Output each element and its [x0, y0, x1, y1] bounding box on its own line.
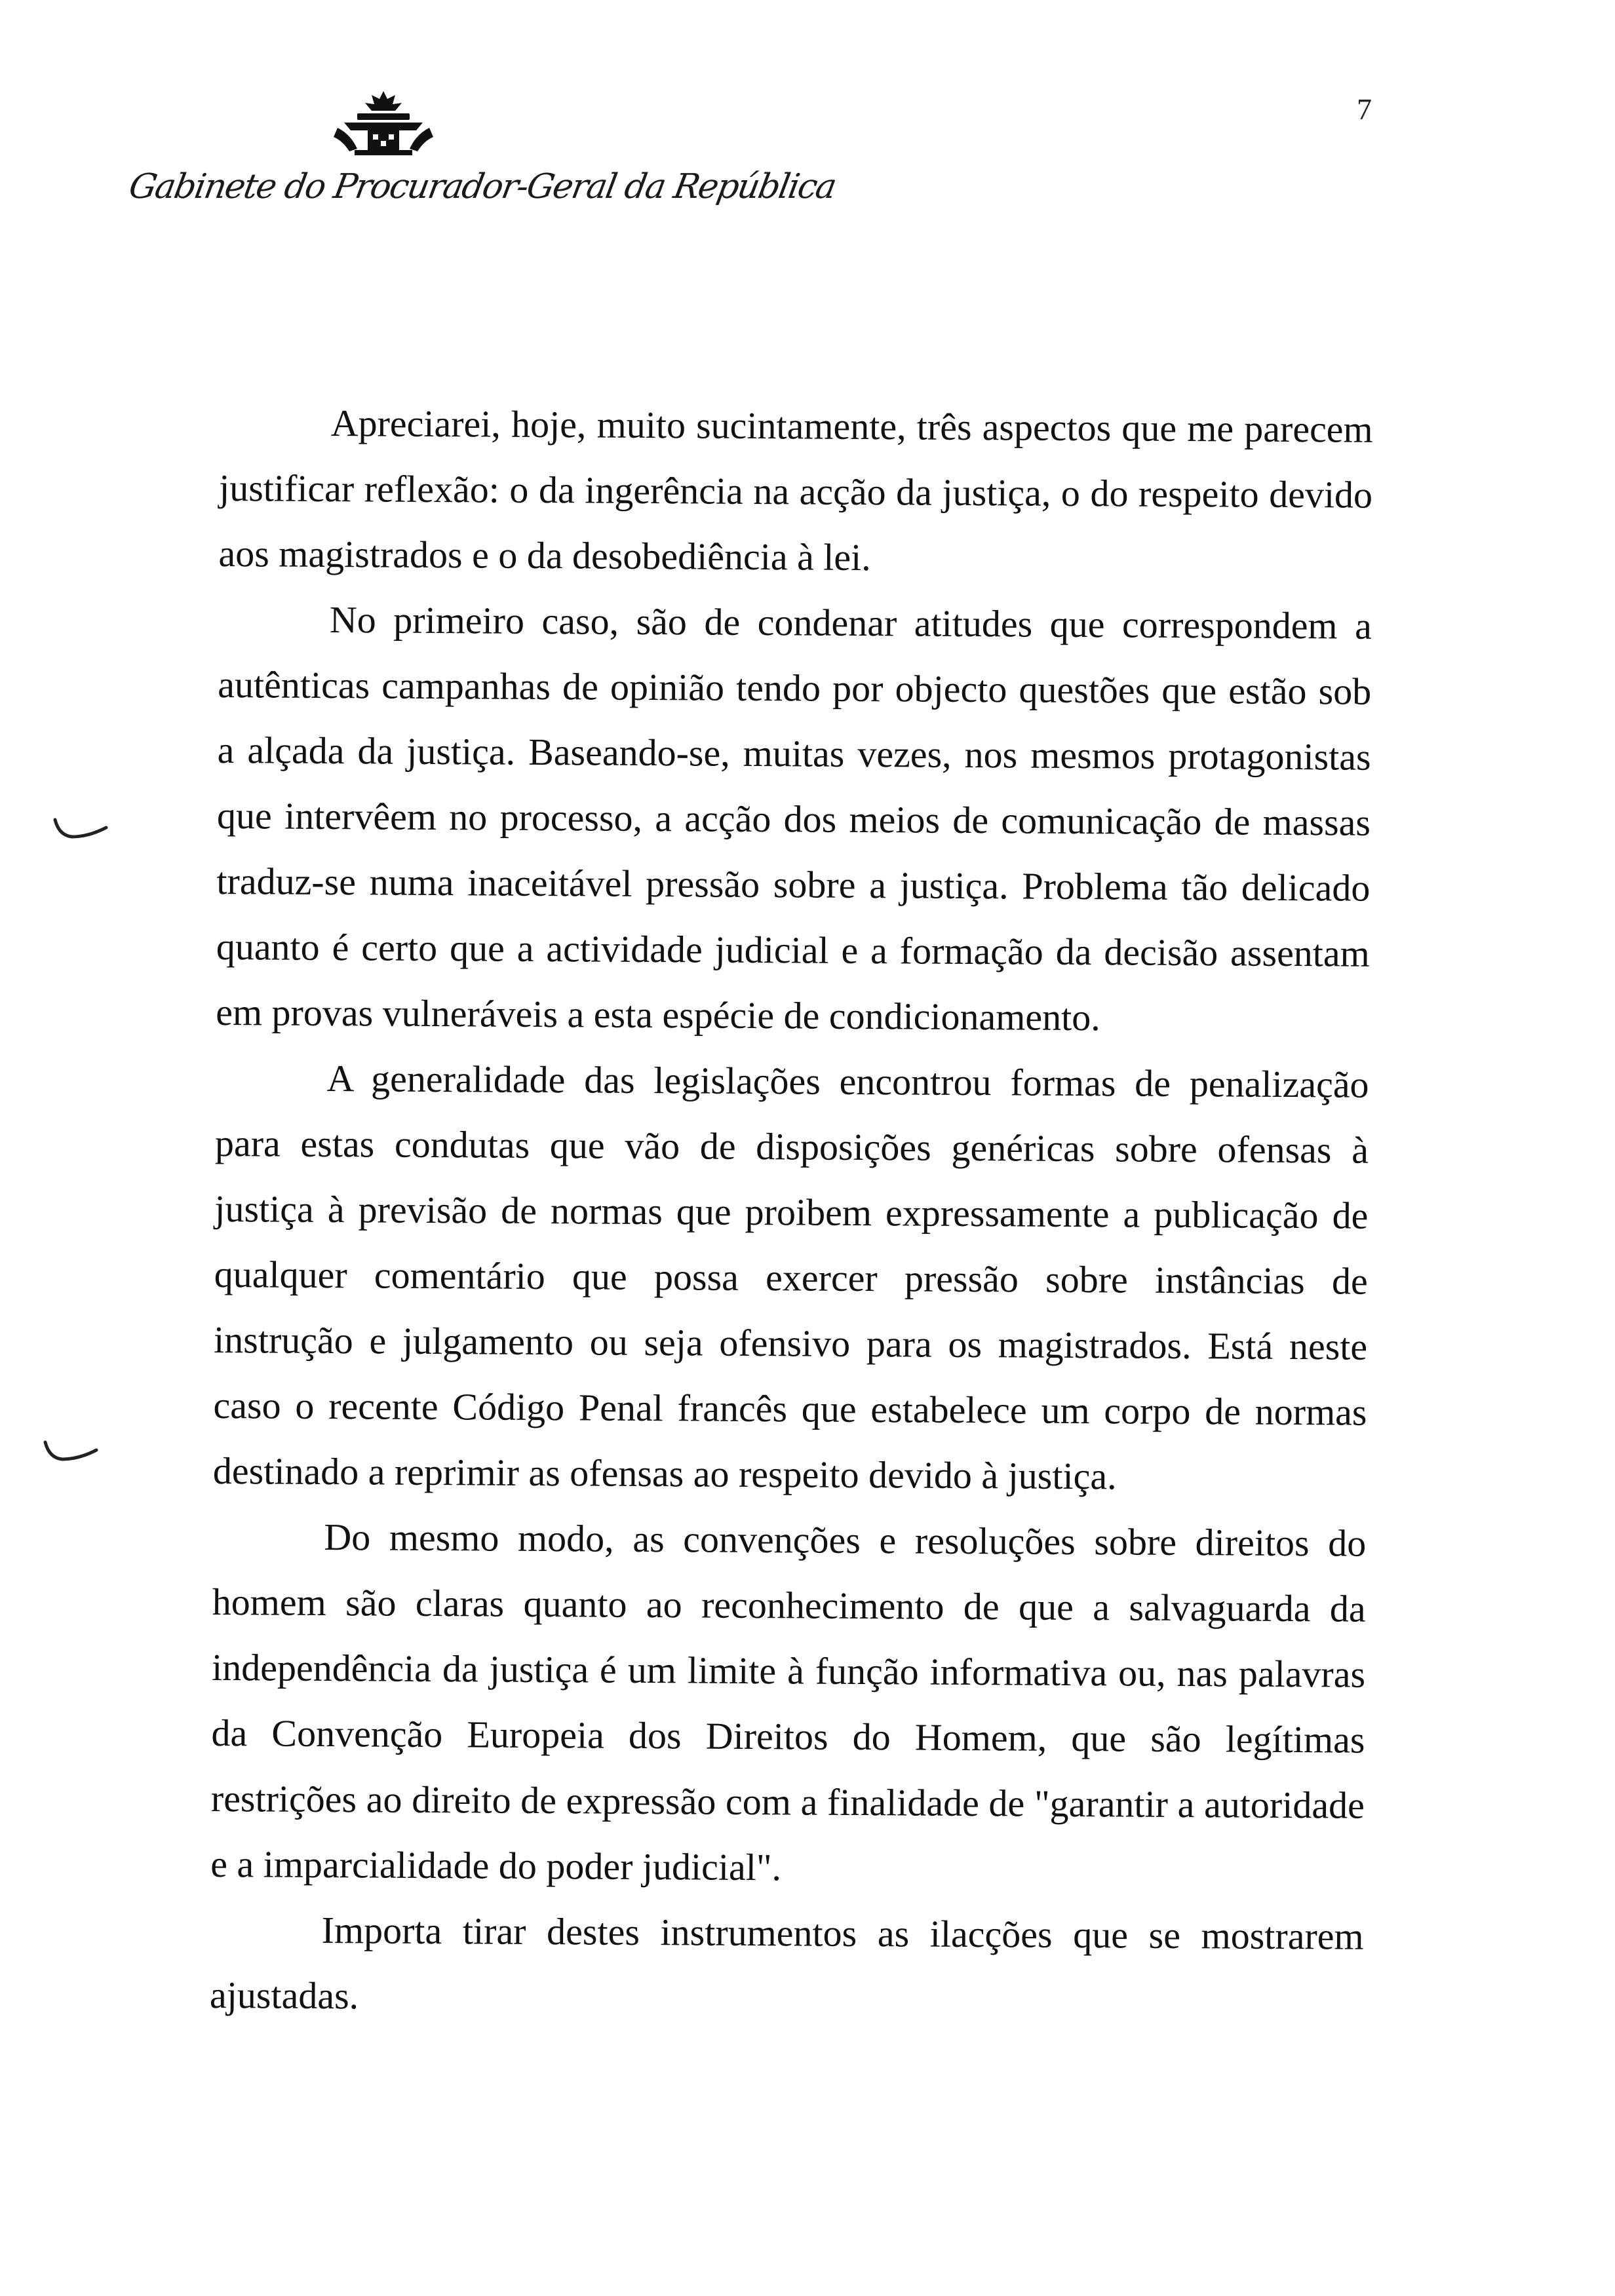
paragraph: No primeiro caso, são de condenar atitudes que correspondem a autênticas campanhas de opinião tendo por objecto questões que estão sob a alçada da justiça. Baseando-se, muitas vezes, nos mesmos protagonistas que intervêem no processo, a acção dos meios de comunicação de massas traduz-se numa inaceitável pressão sobre a justiça. Problema tão delicado quanto é certo que a actividade judicial e a formação da decisão assentam em provas vulneráveis a esta espécie de condicionamento. — [216, 598, 1372, 1039]
margin-check-mark-icon — [52, 816, 111, 842]
paragraph: Importa tirar destes instrumentos as ilacções que se mostrarem ajustadas. — [209, 1908, 1364, 2018]
page-number: 7 — [1357, 92, 1372, 126]
paragraph: A generalidade das legislações encontrou formas de penalização para estas condutas que vão de disposições genéricas sobre ofensas à justiça à previsão de normas que proibem expressamente a publicação de qualquer comentário que possa exercer pressão sobre instâncias de instrução e julgamento ou seja ofensivo para os magistrados. Está neste caso o recente Código Penal francês que estabelece um corpo de normas destinado a reprimir as ofensas ao respeito devido à justiça. — [212, 1057, 1369, 1498]
coat-of-arms-icon — [331, 88, 436, 161]
body-text — [210, 390, 1373, 2035]
paragraph: Apreciarei, hoje, muito sucintamente, três aspectos que me parecem justificar reflexão: o da ingerência na acção da justiça, o do respeito devido aos magistrados e o da desobediência à lei. — [218, 402, 1373, 579]
margin-check-mark-icon — [43, 1438, 102, 1464]
paragraph: Do mesmo modo, as convenções e resoluções sobre direitos do homem são claras quanto ao reconhecimento de que a salvaguarda da independência da justiça é um limite à função informativa ou, nas palavras da Convenção Europeia dos Direitos do Homem, que são legítimas restrições ao direito de expressão com a finalidade de "garantir a autoridade e a imparcialidade do poder judicial". — [210, 1516, 1367, 1889]
letterhead: Gabinete do Procurador-Geral da República — [126, 167, 839, 206]
